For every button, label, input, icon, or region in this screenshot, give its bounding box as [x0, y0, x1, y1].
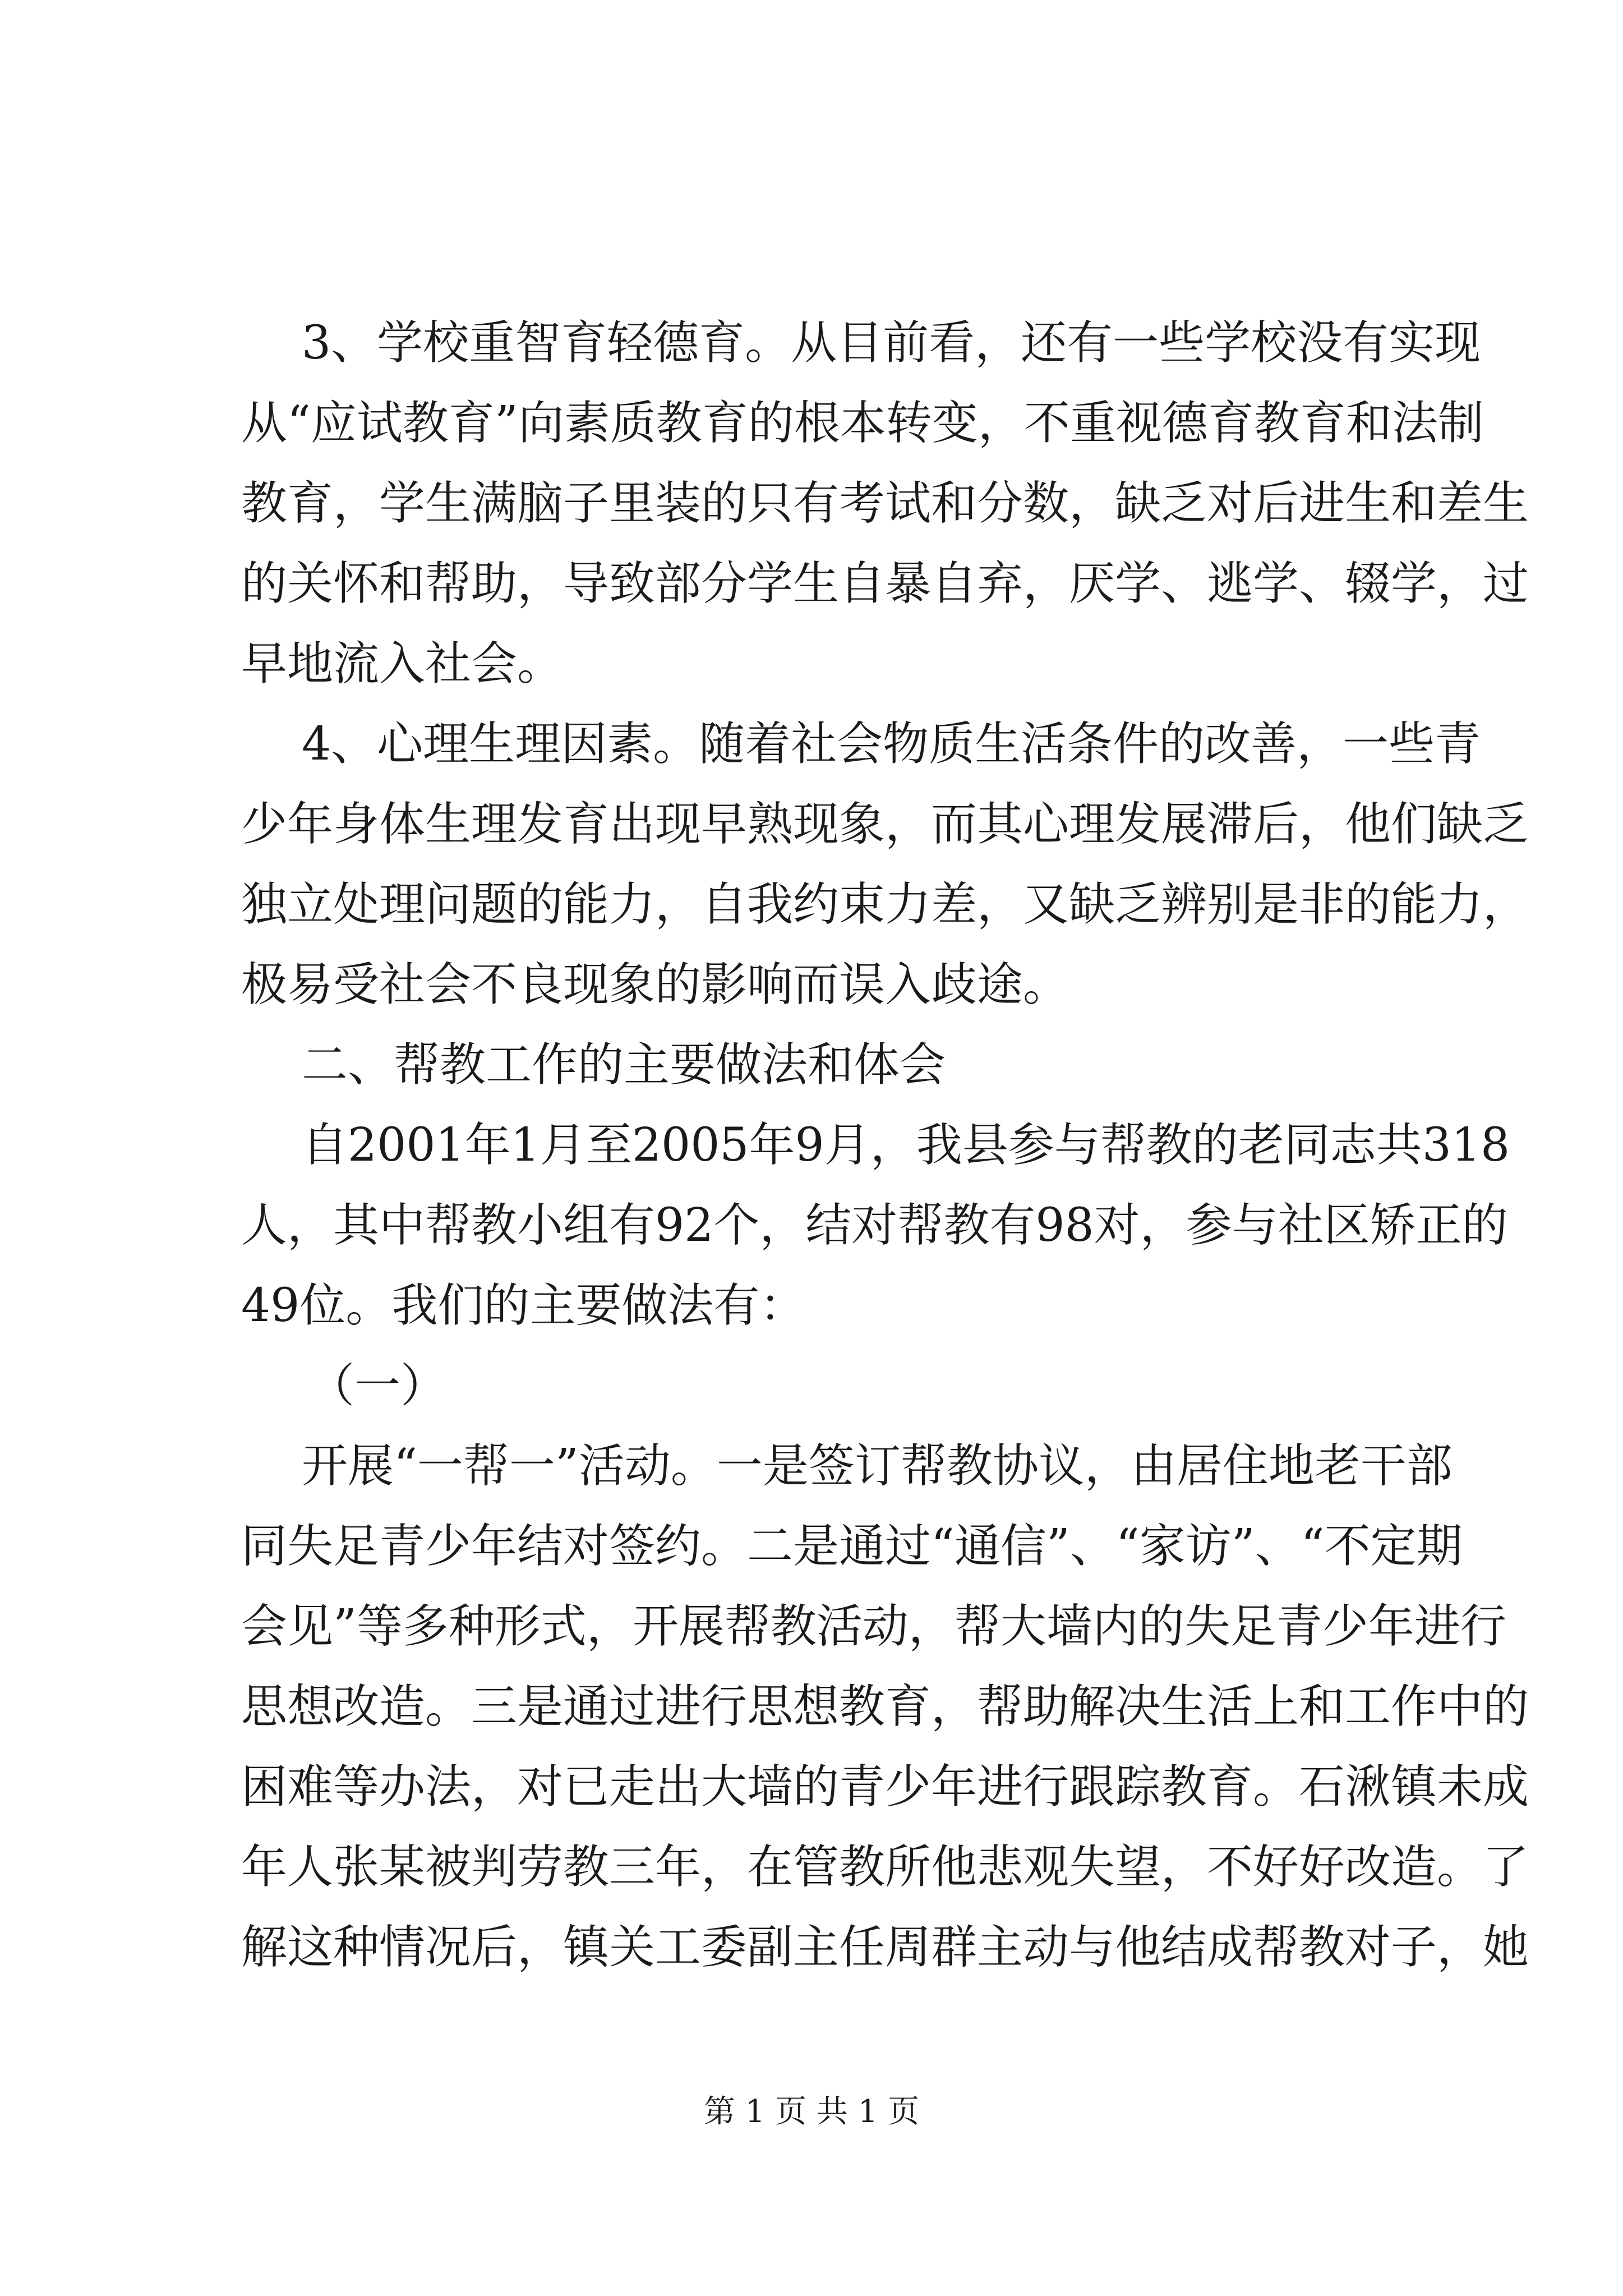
text-line: 年人张某被判劳教三年，在管教所他悲观失望，不好好改造。了: [241, 1841, 1529, 1894]
text-line: 独立处理问题的能力，自我约束力差，又缺乏辨别是非的能力，: [241, 878, 1529, 931]
text-line: 4、心理生理因素。随着社会物质生活条件的改善，一些青: [302, 717, 1481, 771]
text-line: 思想改造。三是通过进行思想教育，帮助解决生活上和工作中的: [241, 1680, 1529, 1733]
text-line: 早地流入社会。: [241, 637, 564, 691]
subsection-number: （一）: [308, 1359, 447, 1412]
text-line: 的关怀和帮助，导致部分学生自暴自弃，厌学、逃学、辍学，过: [241, 557, 1529, 610]
text-line: 人，其中帮教小组有92个，结对帮教有98对，参与社区矫正的: [241, 1199, 1508, 1252]
text-line: 3、学校重智育轻德育。从目前看，还有一些学校没有实现: [302, 316, 1481, 370]
text-line: 自2001年1月至2005年9月，我县参与帮教的老同志共318: [302, 1119, 1510, 1172]
text-line: 教育，学生满脑子里装的只有考试和分数，缺乏对后进生和差生: [241, 477, 1529, 530]
page-footer: 第 1 页 共 1 页: [703, 2093, 920, 2130]
text-line: 极易受社会不良现象的影响而误入歧途。: [241, 958, 1069, 1011]
text-line: 开展“一帮一”活动。一是签订帮教协议，由居住地老干部: [302, 1439, 1453, 1493]
text-line: 49位。我们的主要做法有：: [241, 1279, 806, 1332]
text-line: 会见”等多种形式，开展帮教活动，帮大墙内的失足青少年进行: [241, 1600, 1506, 1653]
text-line: 困难等办法，对已走出大墙的青少年进行跟踪教育。石湫镇未成: [241, 1760, 1529, 1814]
section-heading: 二、帮教工作的主要做法和体会: [302, 1038, 946, 1092]
text-line: 解这种情况后，镇关工委副主任周群主动与他结成帮教对子，她: [241, 1921, 1529, 1974]
text-line: 少年身体生理发育出现早熟现象，而其心理发展滞后，他们缺乏: [241, 798, 1529, 851]
text-line: 从“应试教育”向素质教育的根本转变，不重视德育教育和法制: [241, 397, 1484, 450]
text-line: 同失足青少年结对签约。二是通过“通信”、“家访”、“不定期: [241, 1520, 1463, 1573]
